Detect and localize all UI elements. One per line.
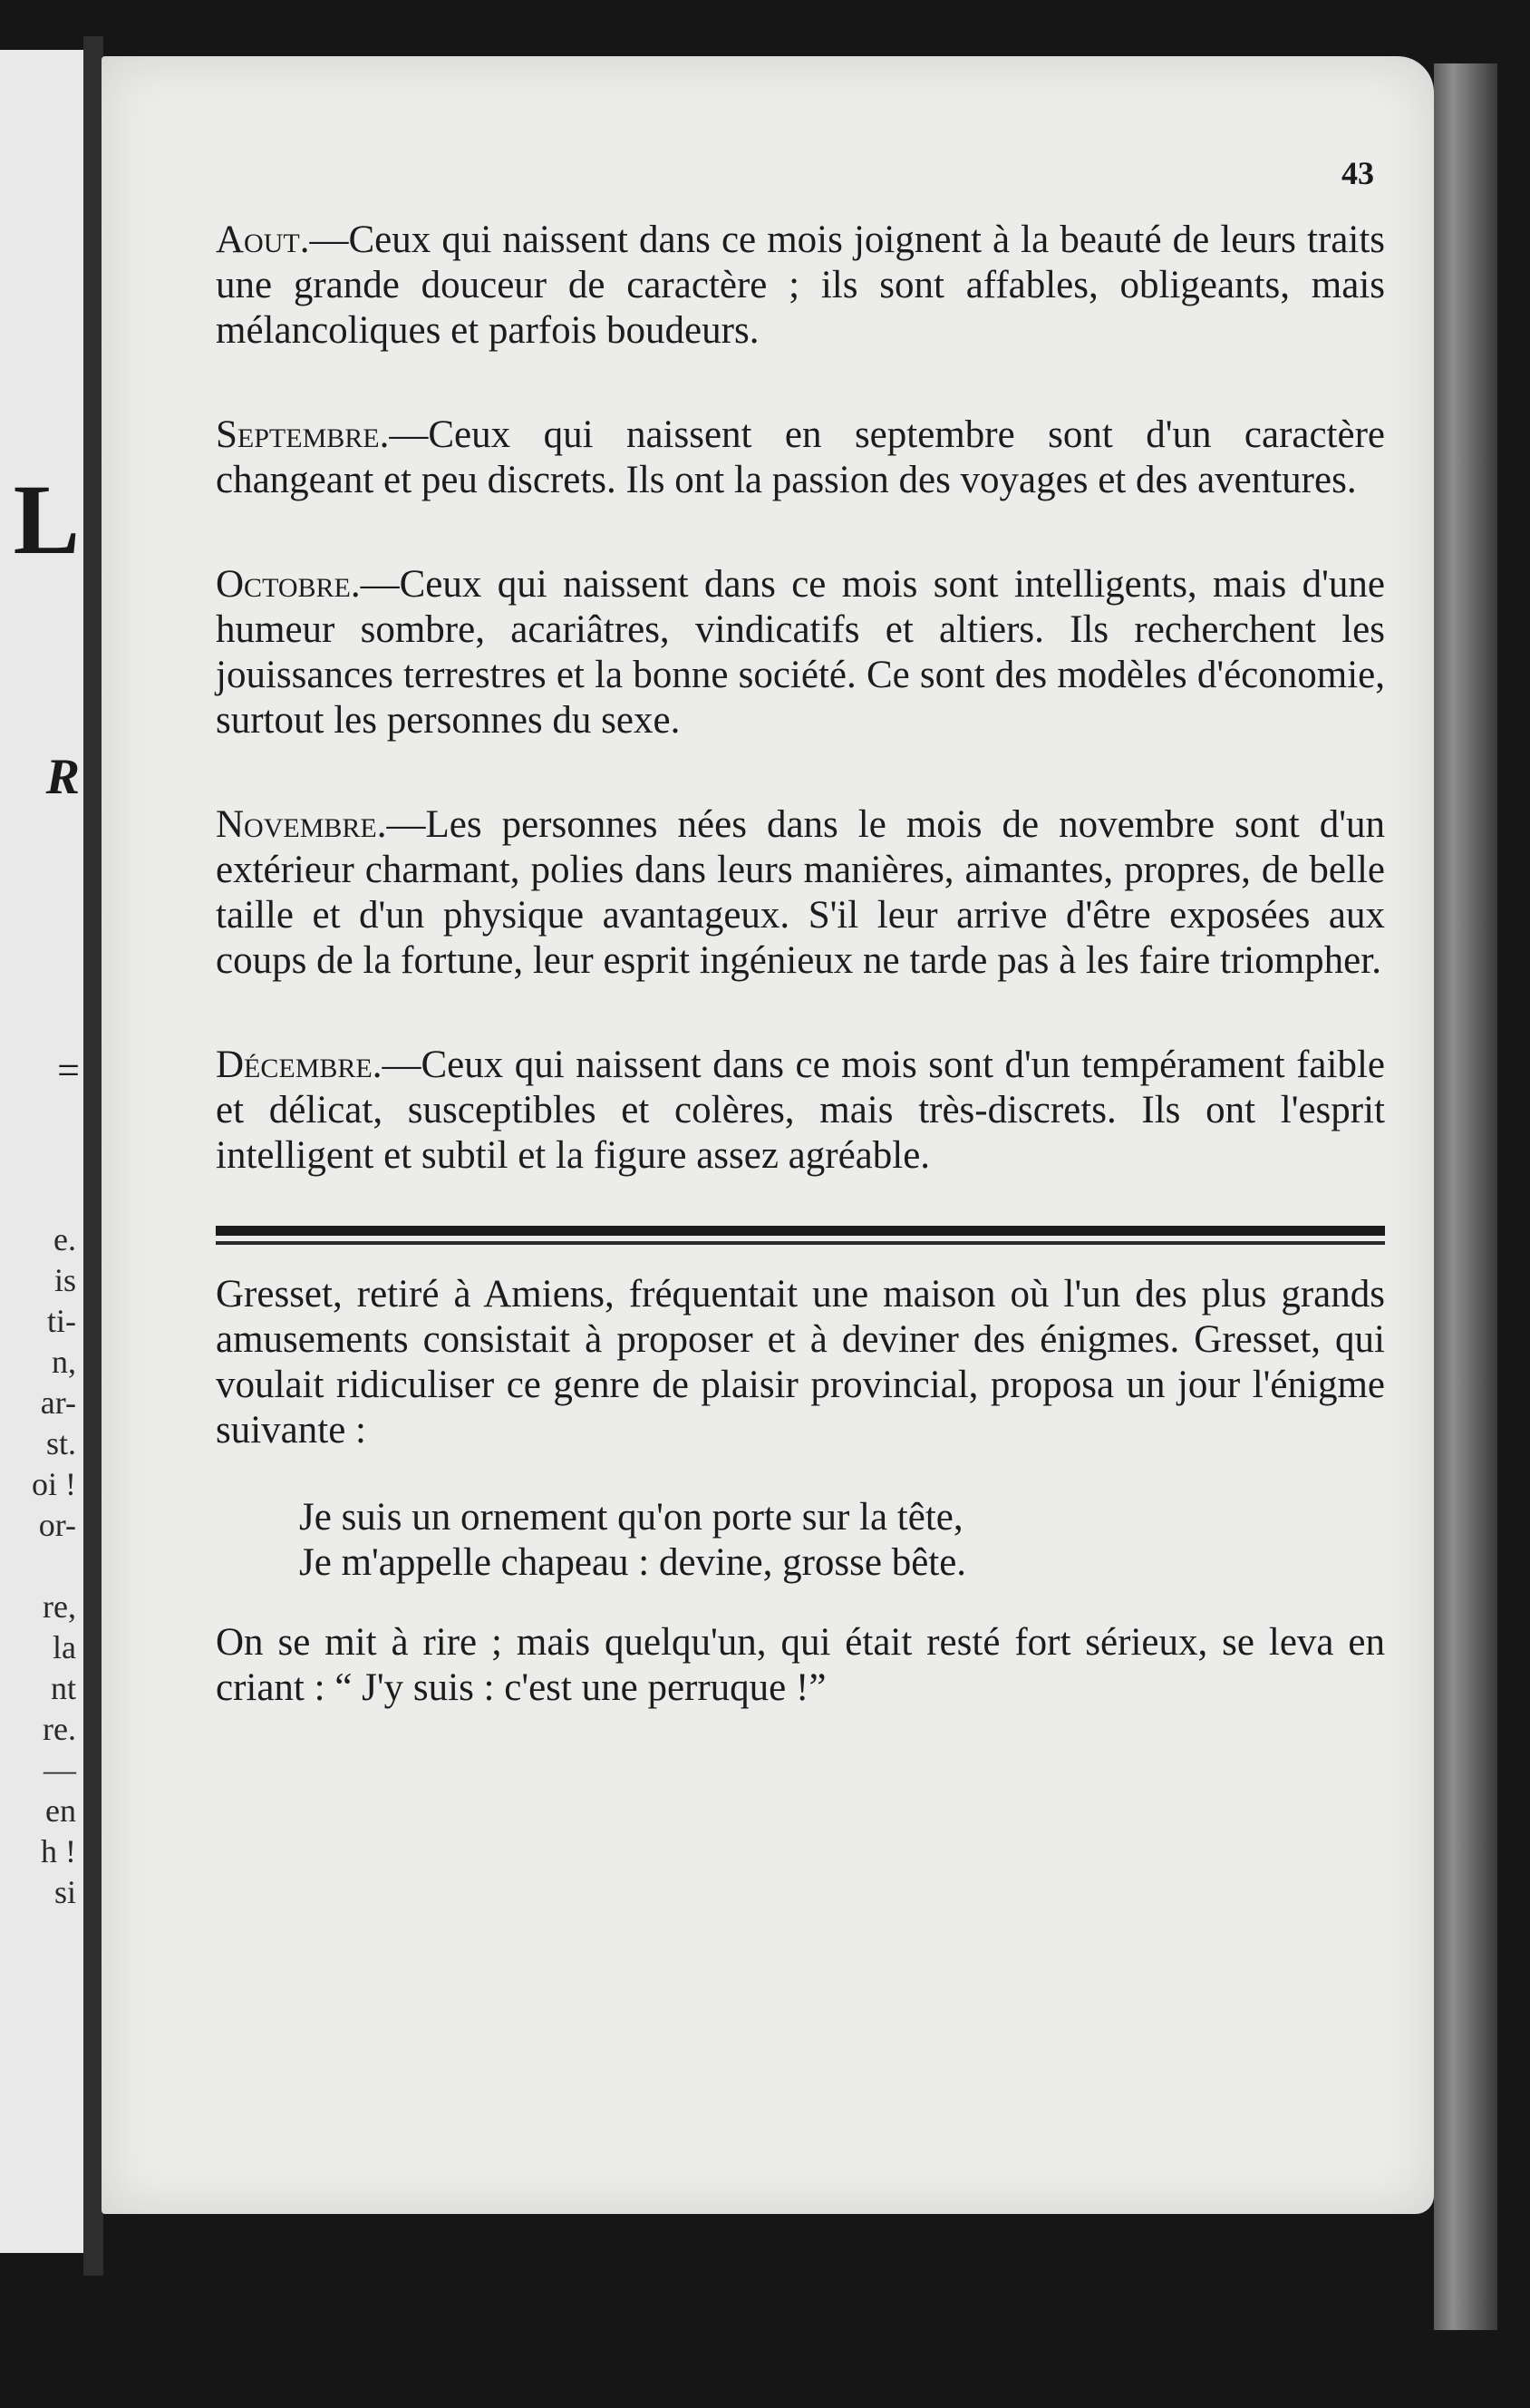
riddle-verse [299,1495,1385,1586]
left-fragment [0,1546,83,1587]
left-fragment: is [53,1262,76,1298]
left-page-glyph-mid: R [45,749,80,805]
section-rule-thick [216,1226,1385,1236]
entry-text: —Les personnes nées dans le mois de novembre sont d'un extérieur charmant, polies dans leurs manières, aimantes, propres, de belle taille et d'un physique avantageux. S'il leur arrive d'être exposées aux coups de la fortune, leur esprit ingénieux ne tarde pas à les faire triompher. [216,803,1385,982]
left-fragment: st. [45,1425,76,1461]
entry-septembre [216,413,1385,503]
book-edge [1434,63,1497,2330]
left-fragment: e. [53,1221,76,1257]
entry-aout [216,218,1385,354]
section-rule-thin [216,1241,1385,1245]
left-fragment: h ! [41,1833,76,1869]
month-heading: Novembre. [216,803,387,846]
month-heading: Décembre. [216,1044,382,1086]
left-fragment: nt [50,1670,76,1706]
left-fragment: re, [43,1588,76,1625]
book-gutter [83,36,103,2276]
entry-decembre [216,1043,1385,1179]
entry-text: —Ceux qui naissent dans ce mois sont intelligents, mais d'une humeur sombre, acariâtres, vindicatifs et altiers. Ils recherchent les jouissances terrestres et la bonne société. Ce sont des modèles d'économie, surtout les personnes du sexe. [216,563,1385,742]
left-fragment: re. [43,1711,76,1747]
left-page-glyph-eq: = [57,1048,80,1092]
left-fragment: ar- [40,1384,76,1421]
left-fragment: or- [38,1507,76,1543]
anecdote-intro: Gresset, retiré à Amiens, fréquentait une maison où l'un des plus grands amusements consistait à proposer et à deviner des énigmes. Gresset, qui voulait ridiculiser ce genre de plaisir provincial, proposa un jour l'énigme suivante : [216,1273,1385,1452]
left-fragment: en [45,1792,76,1829]
entry-octobre [216,562,1385,743]
entry-novembre [216,802,1385,984]
entry-text: —Ceux qui naissent dans ce mois joignent à la beauté de leurs traits une grande douceur de caractère ; ils sont affables, obligeants, mais mélancoliques et parfois boudeurs. [216,218,1385,352]
left-page-glyph-top: L [13,464,80,575]
left-facing-page [0,50,89,2253]
left-fragment: si [53,1874,76,1910]
verse-line: Je suis un ornement qu'on porte sur la tête, [299,1496,964,1539]
month-heading: Septembre. [216,413,390,456]
month-heading: Aout. [216,218,310,261]
left-page-fragments [0,1219,83,1913]
verse-line: Je m'appelle chapeau : devine, grosse bête. [299,1541,967,1584]
left-fragment: — [44,1752,76,1788]
entry-text: —Ceux qui naissent dans ce mois sont d'un tempérament faible et délicat, susceptibles et colères, mais très-discrets. Ils ont l'esprit intelligent et subtil et la figure assez agréable. [216,1044,1385,1177]
anecdote-ending: On se mit à rire ; mais quelqu'un, qui était resté fort sérieux, se leva en criant : “ J'y suis : c'est une perruque !” [216,1621,1385,1709]
left-fragment: ti- [47,1303,76,1339]
left-fragment: oi ! [32,1466,76,1502]
page-number: 43 [1341,155,1374,191]
entry-text: —Ceux qui naissent en septembre sont d'un caractère changeant et peu discrets. Ils ont la passion des voyages et des aventures. [216,413,1385,501]
left-fragment: la [53,1629,76,1665]
month-heading: Octobre. [216,563,361,606]
page-content [216,218,1385,1711]
left-fragment: n, [52,1344,76,1380]
